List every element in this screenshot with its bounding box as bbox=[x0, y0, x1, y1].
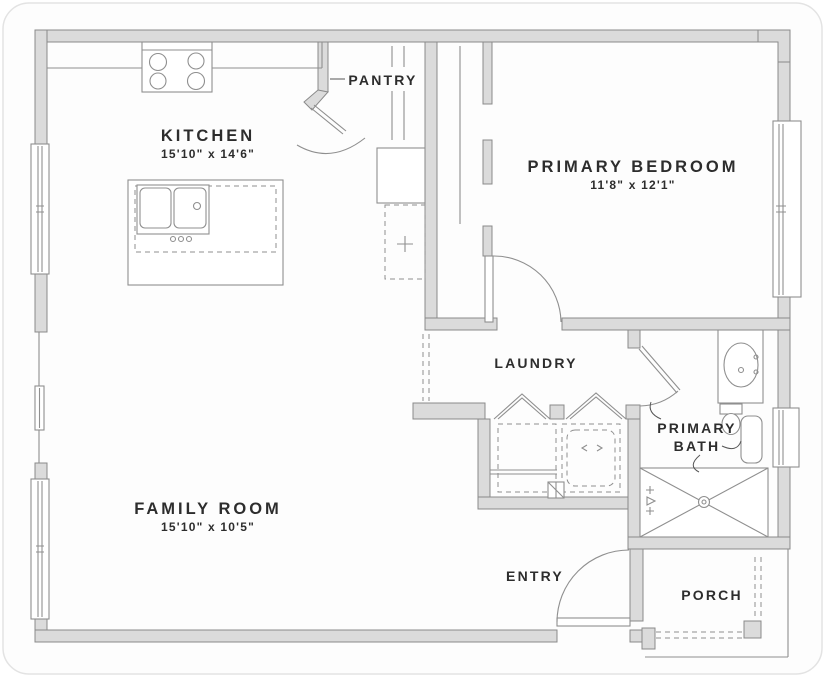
primary-bedroom-dimensions: 11'8" x 12'1" bbox=[590, 178, 676, 192]
kitchen-island bbox=[128, 180, 283, 285]
tall-cabinet bbox=[377, 148, 425, 203]
family-room-label: FAMILY ROOM bbox=[134, 500, 282, 518]
sink-basin-left bbox=[140, 188, 171, 228]
kitchen-label: KITCHEN bbox=[160, 127, 256, 145]
primary-bath-label-line1: PRIMARY bbox=[657, 420, 737, 436]
kitchen-window bbox=[31, 144, 49, 274]
sink-icon bbox=[724, 343, 758, 387]
bath-window bbox=[773, 408, 799, 467]
porch-post bbox=[744, 621, 761, 638]
laundry-label: LAUNDRY bbox=[494, 355, 578, 371]
bathtub-icon bbox=[741, 416, 762, 463]
primary-bedroom-label: PRIMARY BEDROOM bbox=[527, 158, 739, 176]
bedroom-bay-window bbox=[773, 121, 801, 297]
family-room-window bbox=[31, 479, 49, 619]
kitchen-dimensions: 15'10" x 14'6" bbox=[161, 147, 255, 161]
pantry-label: PANTRY bbox=[348, 72, 418, 88]
plan-background bbox=[3, 3, 822, 674]
primary-bath-label-line2: BATH bbox=[673, 438, 721, 454]
bath-vanity bbox=[718, 330, 763, 403]
porch-label: PORCH bbox=[681, 587, 743, 603]
utility-box bbox=[548, 482, 564, 498]
shower bbox=[640, 468, 768, 537]
entry-label: ENTRY bbox=[506, 568, 564, 584]
sink-basin-right bbox=[174, 188, 206, 228]
family-room-dimensions: 15'10" x 10'5" bbox=[161, 520, 255, 534]
shower-drain-icon bbox=[699, 497, 710, 508]
stove-icon bbox=[142, 42, 212, 92]
